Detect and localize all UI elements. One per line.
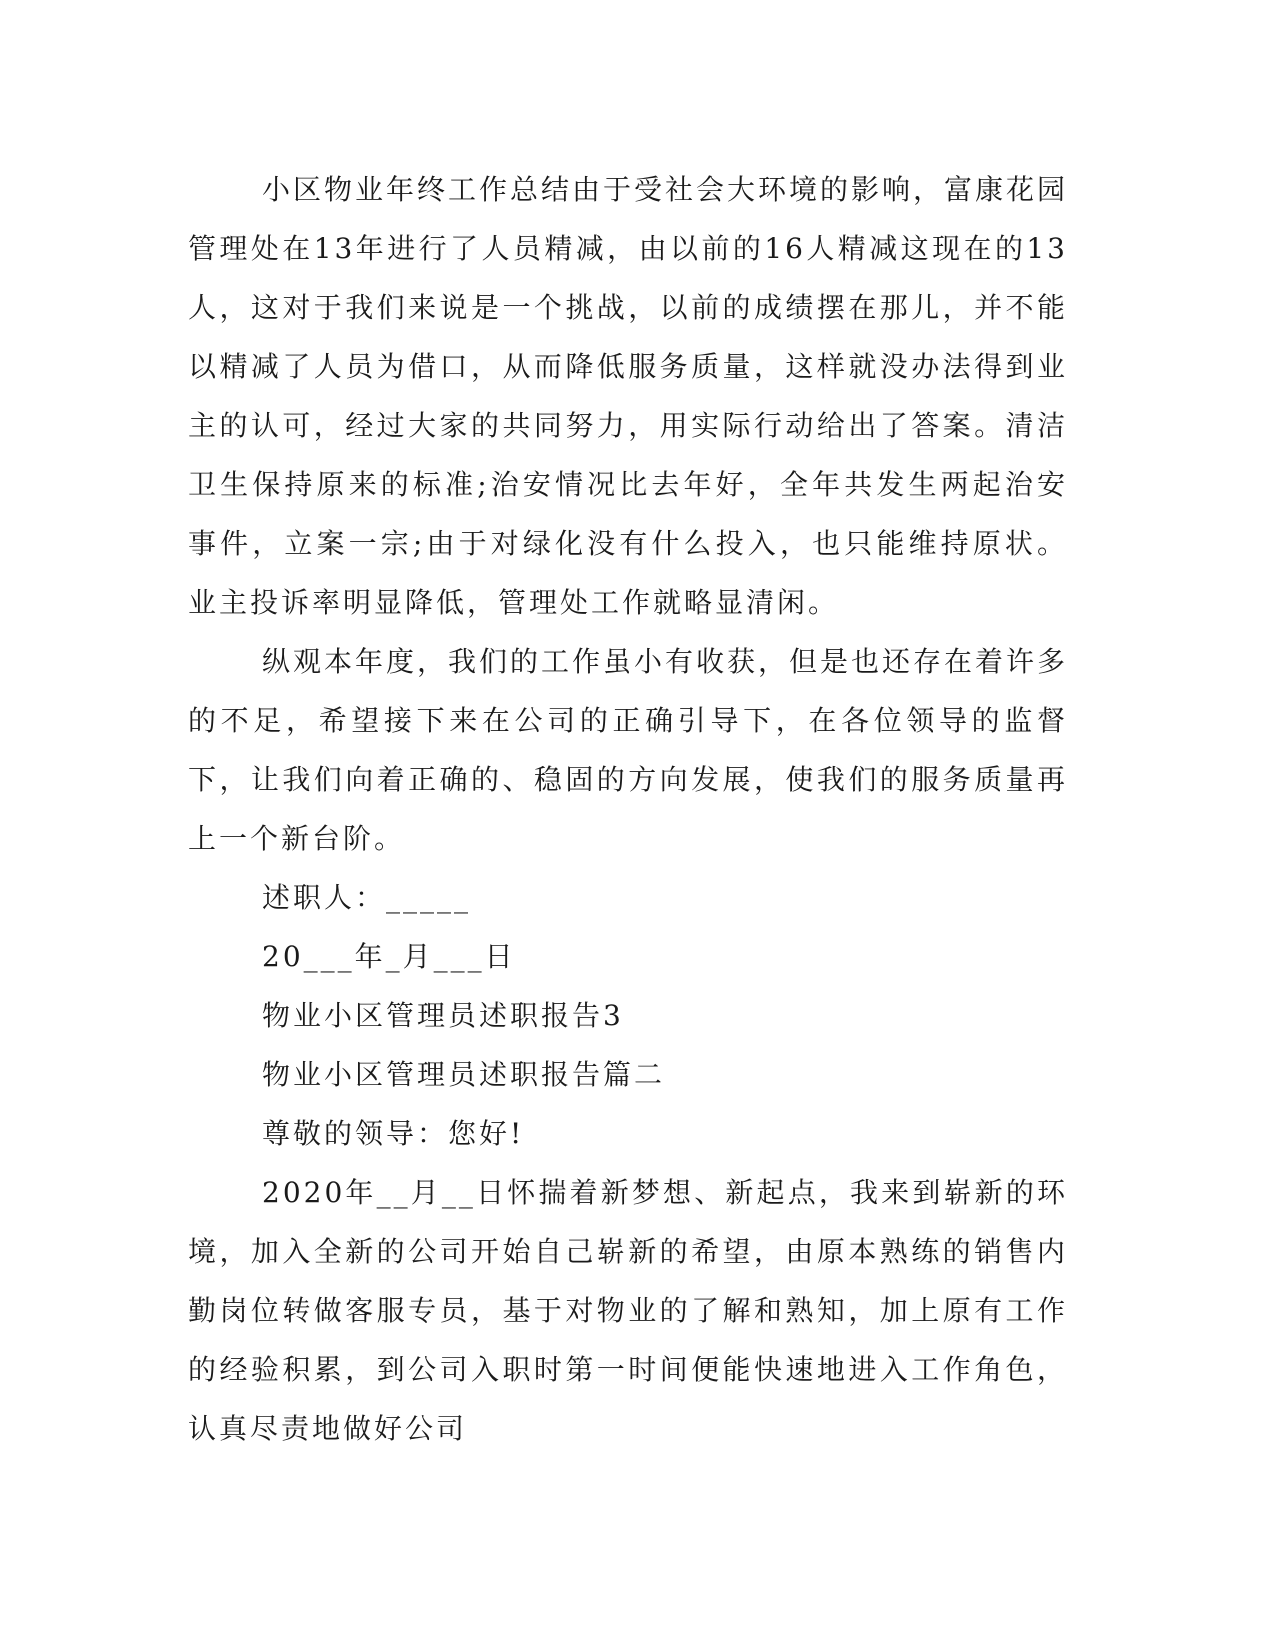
signature-line: 述职人：_____ [262, 881, 472, 914]
report-title-2: 物业小区管理员述职报告篇二 [262, 1058, 666, 1091]
report-title-3: 物业小区管理员述职报告3 [262, 999, 624, 1032]
paragraph-new-job: 2020年__月__日怀揣着新梦想、新起点，我来到崭新的环境，加入全新的公司开始自己崭新的希望，由原本熟练的销售内勤岗位转做客服专员，基于对物业的了解和熟知，加上原有工作的经验积累，到公司入职时第一时间便能快速地进入工作角色，认真尽责地做好公司 [188, 1176, 1068, 1445]
document-body [188, 160, 1068, 1458]
paragraph-year-end-summary: 小区物业年终工作总结由于受社会大环境的影响，富康花园管理处在13年进行了人员精减，由以前的16人精减这现在的13人，这对于我们来说是一个挑战，以前的成绩摆在那儿，并不能以精减了人员为借口，从而降低服务质量，这样就没办法得到业主的认可，经过大家的共同努力，用实际行动给出了答案。清洁卫生保持原来的标准;治安情况比去年好，全年共发生两起治安事件，立案一宗;由于对绿化没有什么投入，也只能维持原状。业主投诉率明显降低，管理处工作就略显清闲。 [188, 173, 1069, 619]
greeting: 尊敬的领导：您好! [262, 1117, 525, 1150]
date-line: 20___年_月___日 [262, 940, 516, 973]
paragraph-outlook: 纵观本年度，我们的工作虽小有收获，但是也还存在着许多的不足，希望接下来在公司的正确引导下，在各位领导的监督下，让我们向着正确的、稳固的方向发展，使我们的服务质量再上一个新台阶。 [188, 645, 1069, 855]
